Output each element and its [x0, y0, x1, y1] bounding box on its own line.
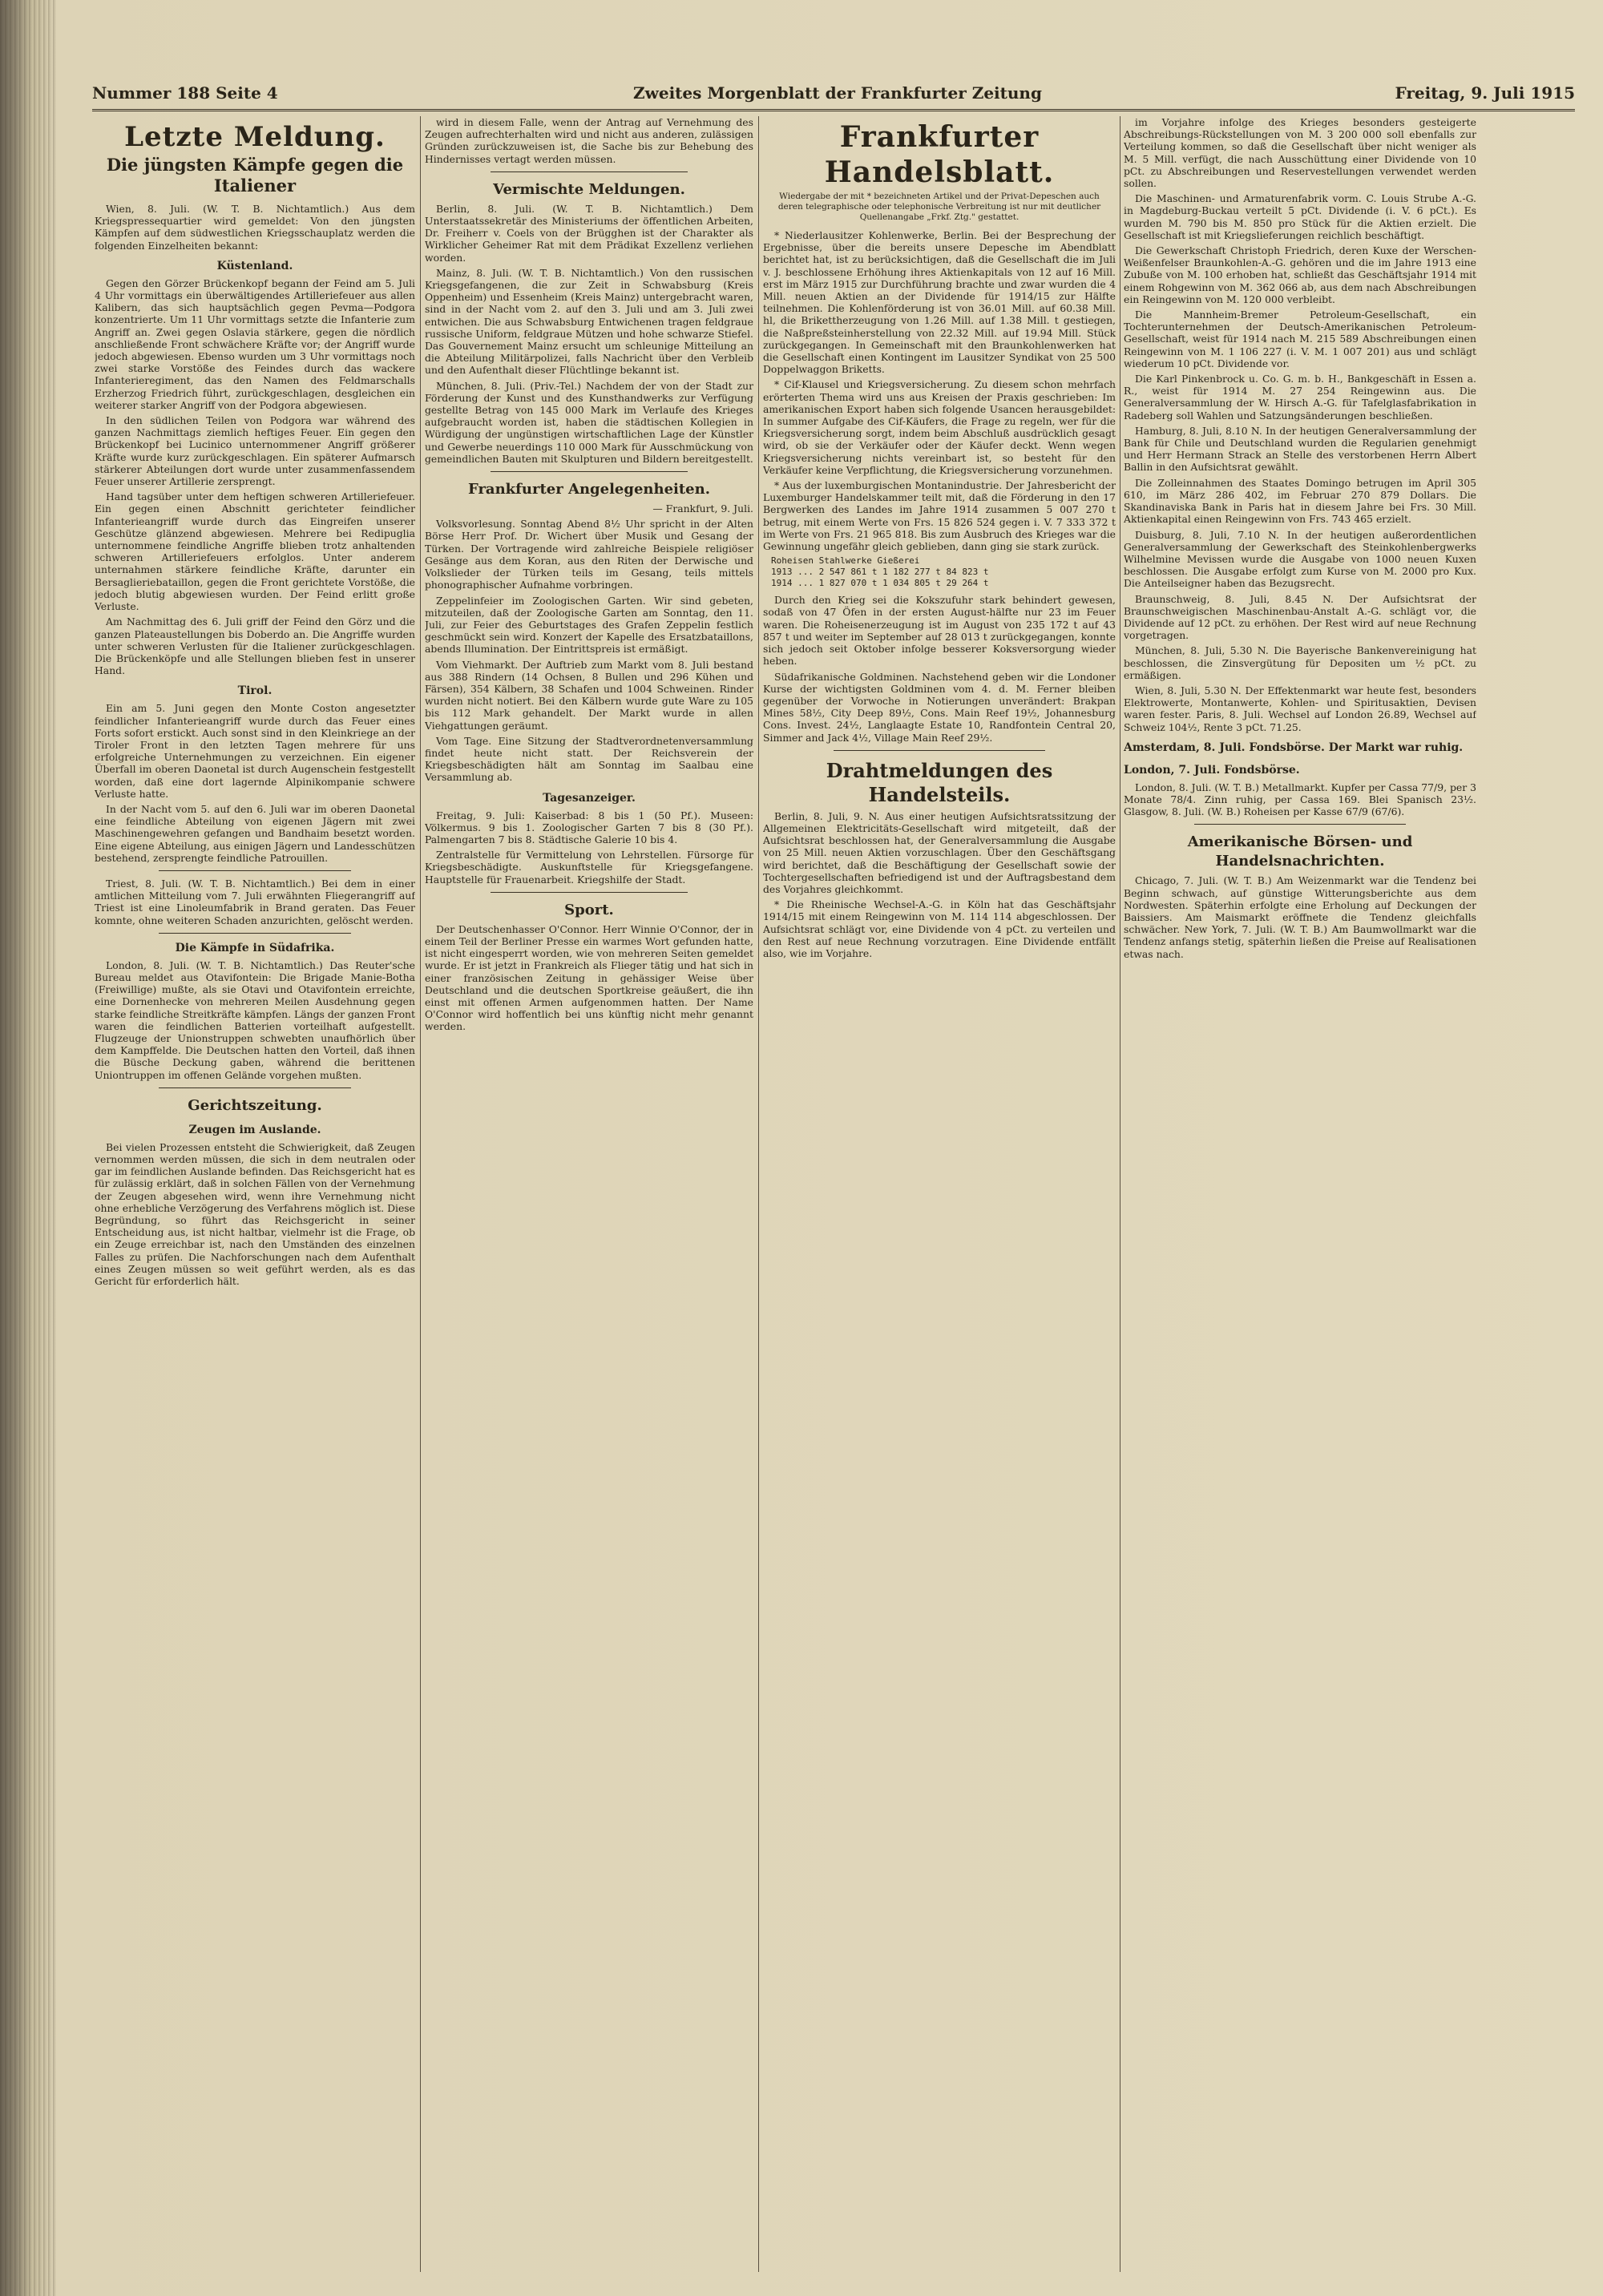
headline-letzte-meldung: Letzte Meldung.	[124, 121, 386, 153]
issue-date: Freitag, 9. Juli 1915	[1395, 83, 1575, 103]
article-paragraph: Triest, 8. Juli. (W. T. B. Nichtamtlich.) Bei dem in einer amtlichen Mitteilung vom 7. Juli erwähnten Fliegerangriff auf Triest ist eine Linoleumfabrik in Brand geraten. Das Feuer komnte, ohne weiteren Schaden anzurichten, gelöscht werden.	[95, 877, 415, 926]
article-paragraph: Berlin, 8. Juli. (W. T. B. Nichtamtlich.) Dem Unterstaatssekretär des Ministeriums der öffentlichen Arbeiten, Dr. Freiherr v. Coels von der Brügghen ist der Charakter als Wirklicher Geheimer Rat mit dem Prädikat Exzellenz verliehen worden.	[425, 202, 753, 264]
article-paragraph: * Die Rheinische Wechsel-A.-G. in Köln hat das Geschäftsjahr 1914/15 mit einem Reingewinn von M. 114 114 abgeschlossen. Der Aufsichtsrat schlägt vor, eine Dividende von 4 pCt. zu verteilen und den Rest auf neue Rechnung vorzutragen. Eine Dividende entfällt also, wie im Vorjahre.	[763, 898, 1116, 959]
article-paragraph: * Niederlausitzer Kohlenwerke, Berlin. Bei der Besprechung der Ergebnisse, über die bereits unsere Depesche im Abendblatt berichtet hat, ist zu berücksichtigen, daß die Gesellschaft die im Juli v. J. beschlossene Erhöhung ihres Aktienkapitals von 12 auf 16 Mill. erst im März 1915 zur Durchführung brachte und zwar wurden die 4 Mill. neuen Aktien an der Dividende für 1914/15 zur Hälfte teilnehmen. Die Kohlenförderung ist von 36.01 Mill. auf 60.38 Mill. hl, die Brikettherzeugung von 1.26 Mill. auf 1.38 Mill. t gestiegen, die Naßpreßsteinherstellung von 22.32 Mill. auf 19.94 Mill. Stück zurückgegangen. In Gemeinschaft mit den Braunkohlenwerken hat die Gesellschaft einen Kontingent im Lausitzer Syndikat von 25 500 Doppelwaggon Briketts.	[763, 229, 1116, 376]
section-suedafrika: Die Kämpfe in Südafrika.	[175, 941, 335, 954]
article-paragraph: Durch den Krieg sei die Kokszufuhr stark behindert gewesen, sodaß von 47 Öfen in der ersten August-hälfte nur 23 im Feuer waren. Die Roheisenerzeugung ist im August von 235 172 t auf 43 857 t und weiter im September auf 28 013 t zurückgegangen, konnte sich jedoch seit Oktober infolge besserer Koksversorgung wieder heben.	[763, 594, 1116, 668]
article-paragraph: London, 8. Juli. (W. T. B.) Metallmarkt. Kupfer per Cassa 77/9, per 3 Monate 78/4. Zinn ruhig, per Cassa 169. Blei Spanisch 23½. Glasgow, 8. Juli. (W. B.) Roheisen per Kasse 67/9 (67/6).	[1124, 781, 1476, 818]
article-paragraph: London, 8. Juli. (W. T. B. Nichtamtlich.) Das Reuter'sche Bureau meldet aus Otavifontein: Die Brigade Manie-Botha (Freiwillige) mußte, als sie Otavi und Otavifontein erreichte, eine Dornenhecke von mehreren Meilen Ausdehnung gegen starke feindliche Streitkräfte kämpfen. Längs der ganzen Front waren die feindlichen Batterien vorteilhaft aufgestellt. Flugzeuge der Unionstruppen schwebten unaufhörlich über dem Kampffelde. Die Deutschen hatten den Vorteil, daß ihnen die Büsche Deckung gaben, während die berittenen Uniontruppen im offenen Gelände vorgehen mußten.	[95, 958, 415, 1081]
section-drahtmeldungen: Drahtmeldungen des Handelsteils.	[826, 758, 1053, 806]
article-paragraph: Gegen den Görzer Brückenkopf begann der Feind am 5. Juli 4 Uhr vormittags ein überwältigendes Artilleriefeuer aus allen Kalibern, das sich hauptsächlich gegen Pevma—Podgora konzentrierte. Um 11 Uhr vormittags setzte die Infanterie zum Angriff an. Zwei gegen Oslavia stärkere, gegen die nördlich anschließende Front schwächere Kräfte vor; der Angriff wurde jedoch abgewiesen. Ebenso wurden um 3 Uhr vormittags noch zwei starke Vorstöße des Feindes durch das wackere Infanterieregiment, das den Namen des Feldmarschalls Erzherzog Friedrich führt, zurückgeschlagen, desgleichen ein weiterer starker Angriff von der Podgora abgewiesen.	[95, 276, 415, 411]
divider	[159, 1087, 351, 1088]
subsection-zeugen: Zeugen im Auslande.	[188, 1123, 321, 1136]
section-london-fondsboerse: London, 7. Juli. Fondsbörse.	[1124, 763, 1300, 777]
section-amsterdam: Amsterdam, 8. Juli. Fondsbörse. Der Markt war ruhig.	[1124, 740, 1464, 754]
article-paragraph: München, 8. Juli. (Priv.-Tel.) Nachdem der von der Stadt zur Förderung der Kunst und des Kunsthandwerks zur Verfügung gestellte Betrag von 145 000 Mark im Verlaufe des Krieges aufgebraucht worden ist, haben die städtischen Kollegien in Würdigung der ungünstigen wirtschaftlichen Lage der Künstler und Gewerbe neuerdings 110 000 Mark für Ausschmückung von gemeindlichen Bauten mit Skulpturen und Bildern bereitgestellt.	[425, 379, 753, 465]
article-paragraph: München, 8. Juli, 5.30 N. Die Bayerische Bankenvereinigung hat beschlossen, die Zinsvergütung für Depositen um ½ pCt. zu ermäßigen.	[1124, 644, 1476, 681]
page-header	[92, 80, 1575, 111]
article-paragraph: im Vorjahre infolge des Krieges besonders gesteigerte Abschreibungs-Rückstellungen von M. 3 200 000 soll ebenfalls zur Verteilung kommen, so daß die Gesellschaft über nicht weniger als M. 5 Mill. verfügt, die nach Ausschüttung einer Dividende von 10 pCt. zu Abschreibungen und Reservestellungen verwendet werden sollen.	[1124, 116, 1476, 190]
article-paragraph: Die Zolleinnahmen des Staates Domingo betrugen im April 305 610, im März 286 402, im Februar 270 879 Dollars. Die Skandinaviska Bank in Paris hat in diesem Jahre bei Frs. 30 Mill. Aktienkapital einen Reingewinn von Frs. 743 465 erzielt.	[1124, 476, 1476, 526]
article-paragraph: Die Mannheim-Bremer Petroleum-Gesellschaft, ein Tochterunternehmen der Deutsch-Amerikanischen Petroleum-Gesellschaft, weist für 1914 nach M. 215 589 Abschreibungen einen Reingewinn von M. 1 106 227 (i. V. M. 1 007 201) aus und schlägt wiederum 10 pCt. Dividende vor.	[1124, 309, 1476, 369]
article-paragraph: Der Deutschenhasser O'Connor. Herr Winnie O'Connor, der in einem Teil der Berliner Presse ein warmes Wort gefunden hatte, ist nicht eingesperrt worden, wie von mehreren Seiten gemeldet wurde. Er ist jetzt in Frankreich als Flieger tätig und hat sich in einer französischen Zeitung in gehässiger Weise über Deutschland und die deutschen Sportkreise geäußert, die ihn einst mit offenen Armen aufgenommen hatten. Der Name O'Connor wird hoffentlich bei uns künftig nicht mehr genannt werden.	[425, 922, 753, 1033]
section-frankfurter-angelegenheiten: Frankfurter Angelegenheiten.	[467, 481, 710, 498]
article-paragraph: Die Gewerkschaft Christoph Friedrich, deren Kuxe der Werschen-Weißenfelser Braunkohlen-A.-G. gehören und die im Jahre 1913 eine Zubuße von M. 100 erhoben hat, schließt das Geschäftsjahr 1914 mit einem Rohgewinn von M. 362 066 ab, aus dem nach Abschreibungen ein Reingewinn von M. 120 000 verbleibt.	[1124, 244, 1476, 305]
divider	[491, 171, 688, 172]
column-1	[95, 116, 415, 2272]
section-amerikanische-nachrichten: Amerikanische Börsen- und Handelsnachrichten.	[1187, 833, 1413, 870]
divider	[834, 750, 1045, 751]
column-3	[763, 116, 1116, 2272]
page-number: Nummer 188 Seite 4	[92, 83, 278, 103]
article-paragraph: In der Nacht vom 5. auf den 6. Juli war im oberen Daonetal eine feindliche Abteilung von eigenen Jägern mit zwei Maschinengewehren gefangen und Bandhaim besetzt worden. Eine eigene Abteilung, aus einigen Jägern und Landesschützen bestehend, zersprengte feindliche Patrouillen.	[95, 802, 415, 864]
divider	[159, 933, 351, 934]
column-rule	[758, 116, 759, 2272]
article-paragraph: Braunschweig, 8. Juli, 8.45 N. Der Aufsichtsrat der Braunschweigischen Maschinenbau-Anstalt A.-G. schlägt vor, die Dividende auf 12 pCt. zu erhöhen. Der Rest wird auf neue Rechnung vorgetragen.	[1124, 592, 1476, 642]
article-paragraph: Chicago, 7. Juli. (W. T. B.) Am Weizenmarkt war die Tendenz bei Beginn schwach, auf günstige Witterungsberichte aus dem Nordwesten. Späterhin erfolgte eine Erholung auf Deckungen der Baissiers. Am Maismarkt eröffnete die Tendenz gleichfalls schwächer. New York, 7. Juli. (W. T. B.) Am Baumwollmarkt war die Tendenz anfangs stetig, späterhin ließen die Preise auf Realisationen etwas nach.	[1124, 874, 1476, 960]
section-sport: Sport.	[564, 901, 614, 918]
article-paragraph: Volksvorlesung. Sonntag Abend 8½ Uhr spricht in der Alten Börse Herr Prof. Dr. Wichert über Musik und Gesang der Türken. Der Vortragende wird zahlreiche Beispiele religiöser Gesänge aus dem Koran, aus den Riten der Derwische und Volkslieder der Türken teils im Gesang, teils mittels phonographischer Aufnahme vorbringen.	[425, 518, 753, 591]
section-tagesanzeiger: Tagesanzeiger.	[543, 791, 636, 805]
article-paragraph: Berlin, 8. Juli, 9. N. Aus einer heutigen Aufsichtsratssitzung der Allgemeinen Elektricitäts-Gesellschaft wird mitgeteilt, daß der Aufsichtsrat beschlossen hat, der Generalversammlung die Ausgabe von 25 Mill. neuen Aktien vorzuschlagen. Über den Geschäftsgang wird berichtet, daß die Beschäftigung der Gesellschaft sowie der Tochtergesellschaften befriedigend ist und der Auftragsbestand dem des Vorjahres gleichkommt.	[763, 809, 1116, 895]
divider	[491, 892, 688, 893]
article-paragraph: Vom Tage. Eine Sitzung der Stadtverordnetenversammlung findet heute nicht statt. Der Reichsverein der Kriegsbeschädigten hält am Sonntag im Saalbau eine Versammlung ab.	[425, 734, 753, 784]
table-header: Roheisen Stahlwerke Gießerei	[771, 555, 920, 567]
article-paragraph: Südafrikanische Goldminen. Nachstehend geben wir die Londoner Kurse der wichtigsten Goldminen vom 4. d. M. Ferner bleiben gegenüber der Vorwoche in Notierungen unverändert: Brakpan Mines 58½, City Deep 89½, Cons. Main Reef 19½, Johannesburg Cons. Invest. 24½, Langlaagte Estate 10, Randfontein Central 20, Simmer and Jack 4½, Village Main Reef 29½.	[763, 670, 1116, 744]
section-kuestenland: Küstenland.	[216, 259, 293, 272]
article-paragraph: Duisburg, 8. Juli, 7.10 N. In der heutigen außerordentlichen Generalversammlung der Gewerkschaft des Steinkohlenbergwerks Wilhelmine Mevissen wurde die Ausgabe von 1000 neuen Kuxen beschlossen. Die Ausgabe erfolgt zum Kurse von M. 2000 pro Kux. Die Anteilseigner haben das Bezugsrecht.	[1124, 528, 1476, 590]
article-paragraph: Zeppelinfeier im Zoologischen Garten. Wir sind gebeten, mitzuteilen, daß der Zoologische Garten am Sonntag, den 11. Juli, zur Feier des Geburtstages des Grafen Zeppelin festlich geschmückt sein wird. Konzert der Kapelle des Ersatzbataillons, abends Illumination. Der Eintrittspreis ist ermäßigt.	[425, 594, 753, 656]
divider	[1194, 824, 1406, 825]
headline-handelsblatt: Frankfurter Handelsblatt.	[824, 120, 1055, 189]
article-paragraph: Vom Viehmarkt. Der Auftrieb zum Markt vom 8. Juli bestand aus 388 Rindern (14 Ochsen, 8 Bullen und 296 Kühen und Färsen), 354 Kälbern, 38 Schafen und 1004 Schweinen. Rinder wurden nicht notiert. Bei den Kälbern wurde gute Ware zu 105 bis 112 Mark gehandelt. Der Markt wurde in allen Viehgattungen geräumt.	[425, 658, 753, 732]
listing-paragraph: Freitag, 9. Juli: Kaiserbad: 8 bis 1 (50 Pf.). Museen: Völkermus. 9 bis 1. Zoologischer Garten 7 bis 8 (30 Pf.). Palmengarten 7 bis 8. Städtische Galerie 10 bis 4.	[425, 809, 753, 845]
binding-gutter	[0, 0, 56, 2296]
column-2	[425, 116, 753, 2272]
listing-paragraph: Zentralstelle für Vermittelung von Lehrstellen. Fürsorge für Kriegsbeschädigte. Auskunftstelle für Kriegsgefangene. Hauptstelle für Frauenarbeit. Kriegshilfe der Stadt.	[425, 849, 753, 886]
section-tirol: Tirol.	[237, 684, 273, 698]
article-paragraph: Die Maschinen- und Armaturenfabrik vorm. C. Louis Strube A.-G. in Magdeburg-Buckau verteilt 5 pCt. Dividende (i. V. 6 pCt.). Es wurden M. 790 bis M. 850 pro Stück für die Aktien erzielt. Die Gesellschaft ist mit Kriegslieferungen reichlich beschäftigt.	[1124, 192, 1476, 241]
article-paragraph: Hamburg, 8. Juli, 8.10 N. In der heutigen Generalversammlung der Bank für Chile und Deutschland wurden die Regularien genehmigt und Herr Hermann Strack an Stelle des verstorbenen Herrn Albert Ballin in den Aufsichtsrat gewählt.	[1124, 424, 1476, 474]
article-paragraph: Bei vielen Prozessen entsteht die Schwierigkeit, daß Zeugen vernommen werden müssen, die sich in dem neutralen oder gar im feindlichen Auslande befinden. Das Reichsgericht hat es für zulässig erklärt, daß in solchen Fällen von der Vernehmung der Zeugen abgesehen wird, wenn ihre Vernehmung nicht ohne erhebliche Verzögerung des Verfahrens möglich ist. Diese Begründung, so führt das Reichsgericht in seiner Entscheidung aus, ist nicht haltbar, vielmehr ist die Frage, ob ein Zeuge erreichbar ist, nach den Umständen des einzelnen Falles zu prüfen. Die Nachforschungen nach dem Aufenthalt eines Zeugen müssen so weit geführt werden, als es das Gericht für erforderlich hält.	[95, 1140, 415, 1288]
column-rule	[420, 116, 421, 2272]
divider	[491, 471, 688, 472]
article-paragraph: Mainz, 8. Juli. (W. T. B. Nichtamtlich.) Von den russischen Kriegsgefangenen, die zur Zeit in Schwabsburg (Kreis Oppenheim) und Essenheim (Kreis Mainz) untergebracht waren, sind in der Nacht vom 2. auf den 3. Juli und am 3. Juli zwei entwichen. Die aus Schwabsburg Entwichenen tragen feldgraue russische Uniform, feldgraue Mützen und hohe schwarze Stiefel. Das Gouvernement Mainz ersucht um schleunige Mitteilung an die Abteilung Militärpolizei, falls Nachricht über den Verbleib und den Aufenthalt dieser Flüchtlinge bekannt ist.	[425, 266, 753, 377]
article-paragraph: * Cif-Klausel und Kriegsversicherung. Zu diesem schon mehrfach erörterten Thema wird uns aus Kreisen der Praxis geschrieben: Im amerikanischen Export haben sich folgende Usancen herausgebildet: In summer Aufgabe des Cif-Käufers, die Frage zu regeln, wer für die Kriegsversicherung sorgt, indem beim Abschluß ausdrücklich gesagt wird, ob sie der Verkäufer oder der Käufer deckt. Wenn wegen Kriegsversicherung nichts vereinbart ist, so besteht für den Verkäufer keine Verpflichtung, die Kriegsversicherung vorzunehmen.	[763, 378, 1116, 476]
divider	[159, 870, 351, 871]
article-paragraph: Die Karl Pinkenbrock u. Co. G. m. b. H., Bankgeschäft in Essen a. R., weist für 1914 M. 27 254 Reingewinn aus. Die Generalversammlung der W. Hirsch A.-G. für Tafelglasfabrikation in Radeberg soll Wahlen und Satzungsänderungen beschließen.	[1124, 373, 1476, 422]
reprint-note: Wiedergabe der mit * bezeichneten Artikel und der Privat-Depeschen auch deren telegraphische oder telephonische Verbreitung ist nur mit deutlicher Quellenangabe „Frkf. Ztg." gestattet.	[777, 192, 1101, 222]
masthead: Zweites Morgenblatt der Frankfurter Zeitung	[633, 83, 1042, 103]
section-gerichtszeitung: Gerichtszeitung.	[188, 1096, 322, 1114]
article-paragraph: Am Nachmittag des 6. Juli griff der Feind den Görz und die ganzen Plateaustellungen bis Doberdo an. Die Angriffe wurden unter schweren Verlusten für die Italiener zurückgeschlagen. Die Brückenköpfe und alle Stellungen blieben fest in unserer Hand.	[95, 615, 415, 677]
article-paragraph: In den südlichen Teilen von Podgora war während des ganzen Nachmittags ziemlich heftiges Feuer. Ein gegen den Brückenkopf bei Lucinico unternommener Angriff größerer Kräfte wurde kurz zurückgeschlagen. Ein späterer Aufmarsch stärkerer Abteilungen dort wurde unter zusammenfassendem Feuer unserer Artillerie zersprengt.	[95, 414, 415, 488]
table-row: 1913 ... 2 547 861 t 1 182 277 t 84 823 t	[771, 567, 989, 578]
article-paragraph: * Aus der luxemburgischen Montanindustrie. Der Jahresbericht der Luxemburger Handelskammer teilt mit, daß die Förderung in den 17 Bergwerken des Landes im Jahre 1914 zusammen 5 007 270 t betrug, mit einem Werte von Frs. 15 826 524 gegen i. V. 7 333 372 t im Werte von Frs. 21 965 818. Bis zum Ausbruch des Krieges war die Gewinnung ungefähr gleich geblieben, dann ging sie stark zurück.	[763, 479, 1116, 553]
article-paragraph: Wien, 8. Juli. (W. T. B. Nichtamtlich.) Aus dem Kriegspressequartier wird gemeldet: Von den jüngsten Kämpfen auf dem südwestlichen Kriegsschauplatz werden die folgenden Einzelheiten bekannt:	[95, 203, 415, 252]
article-paragraph: Hand tagsüber unter dem heftigen schweren Artilleriefeuer. Ein gegen einen Abschnitt gerichteter feindlicher Infanterieangriff wurde durch das Eingreifen unserer Geschütze glänzend abgewiesen. Mehrere bei Redipuglia unternommene feindliche Angriffe blieben trotz anhaltenden schweren Artilleriefeuers erfolglos. Unter anderem unternahmen stärkere feindliche Kräfte, darunter ein Bersaglieriebataillon, gegen die Front gerichtete Vorstöße, die jedoch blutig abgewiesen wurden. Der Feind erlitt große Verluste.	[95, 490, 415, 613]
column-4	[1124, 116, 1476, 2272]
dateline: — Frankfurt, 9. Juli.	[652, 502, 753, 515]
article-paragraph: Ein am 5. Juni gegen den Monte Coston angesetzter feindlicher Infanterieangriff wurde durch das Feuer eines Forts sofort erstickt. Auch sonst sind in den Kleinkriege an der Tiroler Front in den letzten Tagen mehrere für uns erfolgreiche Unternehmungen zu verzeichnen. Ein eigener Überfall im oberen Daonetal ist durch Augenschein festgestellt worden, daß eine dort lagernde Alpinikompanie schwere Verluste hatte.	[95, 702, 415, 800]
production-table	[771, 555, 1116, 589]
table-row: 1914 ... 1 827 070 t 1 034 805 t 29 264 t	[771, 578, 989, 589]
subheadline-italiener: Die jüngsten Kämpfe gegen die Italiener	[106, 155, 404, 196]
article-paragraph: wird in diesem Falle, wenn der Antrag auf Vernehmung des Zeugen aufrechterhalten wird und nicht aus anderen, zulässigen Gründen zurückzuweisen ist, die Sache bis zur Behebung des Hindernisses vertagt werden müssen.	[425, 116, 753, 165]
article-paragraph: Wien, 8. Juli, 5.30 N. Der Effektenmarkt war heute fest, besonders Elektrowerte, Montanwerte, Kohlen- und Spiritusaktien, Devisen waren fester. Paris, 8. Juli. Wechsel auf London 26.89, Wechsel auf Schweiz 104½, Rente 3 pCt. 71.25.	[1124, 684, 1476, 733]
section-vermischte-meldungen: Vermischte Meldungen.	[493, 180, 685, 198]
